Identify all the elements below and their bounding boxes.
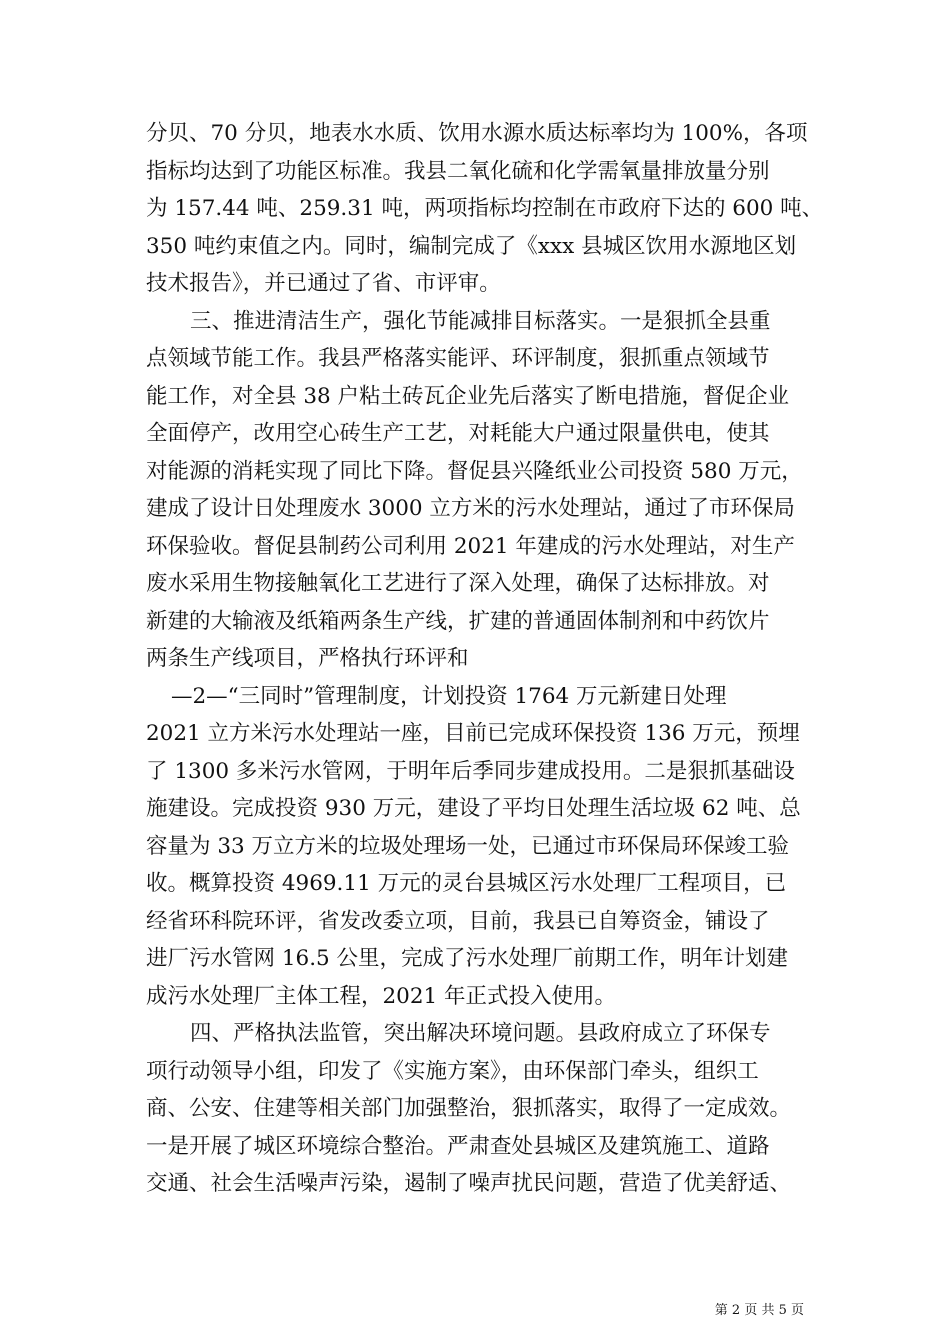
text-line: 商、公安、住建等相关部门加强整治，狠抓落实，取得了一定成效。 bbox=[146, 1096, 792, 1121]
text-line: 项行动领导小组，印发了《实施方案》，由环保部门牵头，组织工 bbox=[146, 1058, 759, 1084]
text-line: 为 157.44 吨、259.31 吨，两项指标均控制在市政府下达的 600 吨、 bbox=[146, 196, 824, 221]
page-number: 第 2 页 共 5 页 bbox=[714, 1303, 804, 1318]
text-line: 施建设。完成投资 930 万元，建设了平均日处理生活垃圾 62 吨、总 bbox=[146, 796, 801, 821]
paragraph-4-heading-line: 四、严格执法监管，突出解决环境问题。县政府成立了环保专 bbox=[190, 1021, 771, 1046]
text-line: 一是开展了城区环境综合整治。严肃查处县城区及建筑施工、道路 bbox=[146, 1133, 770, 1159]
page-break-line: —2—“三同时”管理制度，计划投资 1764 万元新建日处理 bbox=[171, 683, 727, 709]
text-line: 2021 立方米污水处理站一座，目前已完成环保投资 136 万元，预埋 bbox=[146, 721, 800, 746]
text-line: 容量为 33 万立方米的垃圾处理场一处，已通过市环保局环保竣工验 bbox=[146, 833, 790, 859]
text-line: 建成了设计日处理废水 3000 立方米的污水处理站，通过了市环保局 bbox=[146, 496, 795, 521]
text-line: 全面停产，改用空心砖生产工艺，对耗能大户通过限量供电，使其 bbox=[146, 421, 770, 446]
text-line: 对能源的消耗实现了同比下降。督促县兴隆纸业公司投资 580 万元， bbox=[146, 458, 803, 484]
paragraph-3-heading-line: 三、推进清洁生产，强化节能减排目标落实。一是狠抓全县重 bbox=[190, 308, 771, 334]
text-line: 了 1300 多米污水管网，于明年后季同步建成投用。二是狠抓基础设 bbox=[146, 758, 795, 784]
text-line: 交通、社会生活噪声污染，遏制了噪声扰民问题，营造了优美舒适、 bbox=[146, 1171, 792, 1196]
text-line: 能工作，对全县 38 户粘土砖瓦企业先后落实了断电措施，督促企业 bbox=[146, 383, 790, 409]
text-line: 废水采用生物接触氧化工艺进行了深入处理，确保了达标排放。对 bbox=[146, 571, 770, 596]
text-line: 收。概算投资 4969.11 万元的灵台县城区污水处理厂工程项目，已 bbox=[146, 871, 787, 896]
text-line: 指标均达到了功能区标准。我县二氧化硫和化学需氧量排放量分别 bbox=[146, 158, 770, 184]
text-line: 分贝、70 分贝，地表水水质、饮用水源水质达标率均为 100%，各项 bbox=[146, 121, 808, 146]
text-line: 350 吨约束值之内。同时，编制完成了《xxx 县城区饮用水源地区划 bbox=[146, 233, 797, 259]
text-line: 经省环科院环评，省发改委立项，目前，我县已自筹资金，铺设了 bbox=[146, 908, 770, 934]
text-line: 点领域节能工作。我县严格落实能评、环评制度，狠抓重点领域节 bbox=[146, 346, 770, 371]
text-line: 进厂污水管网 16.5 公里，完成了污水处理厂前期工作，明年计划建 bbox=[146, 946, 789, 971]
text-line: 成污水处理厂主体工程，2021 年正式投入使用。 bbox=[146, 983, 617, 1009]
text-line: 新建的大输液及纸箱两条生产线，扩建的普通固体制剂和中药饮片 bbox=[146, 608, 770, 634]
text-line: 两条生产线项目，严格执行环评和 bbox=[146, 646, 469, 671]
text-line: 技术报告》，并已通过了省、市评审。 bbox=[146, 271, 501, 296]
document-body bbox=[146, 115, 826, 1203]
text-line: 环保验收。督促县制药公司利用 2021 年建成的污水处理站，对生产 bbox=[146, 533, 795, 559]
